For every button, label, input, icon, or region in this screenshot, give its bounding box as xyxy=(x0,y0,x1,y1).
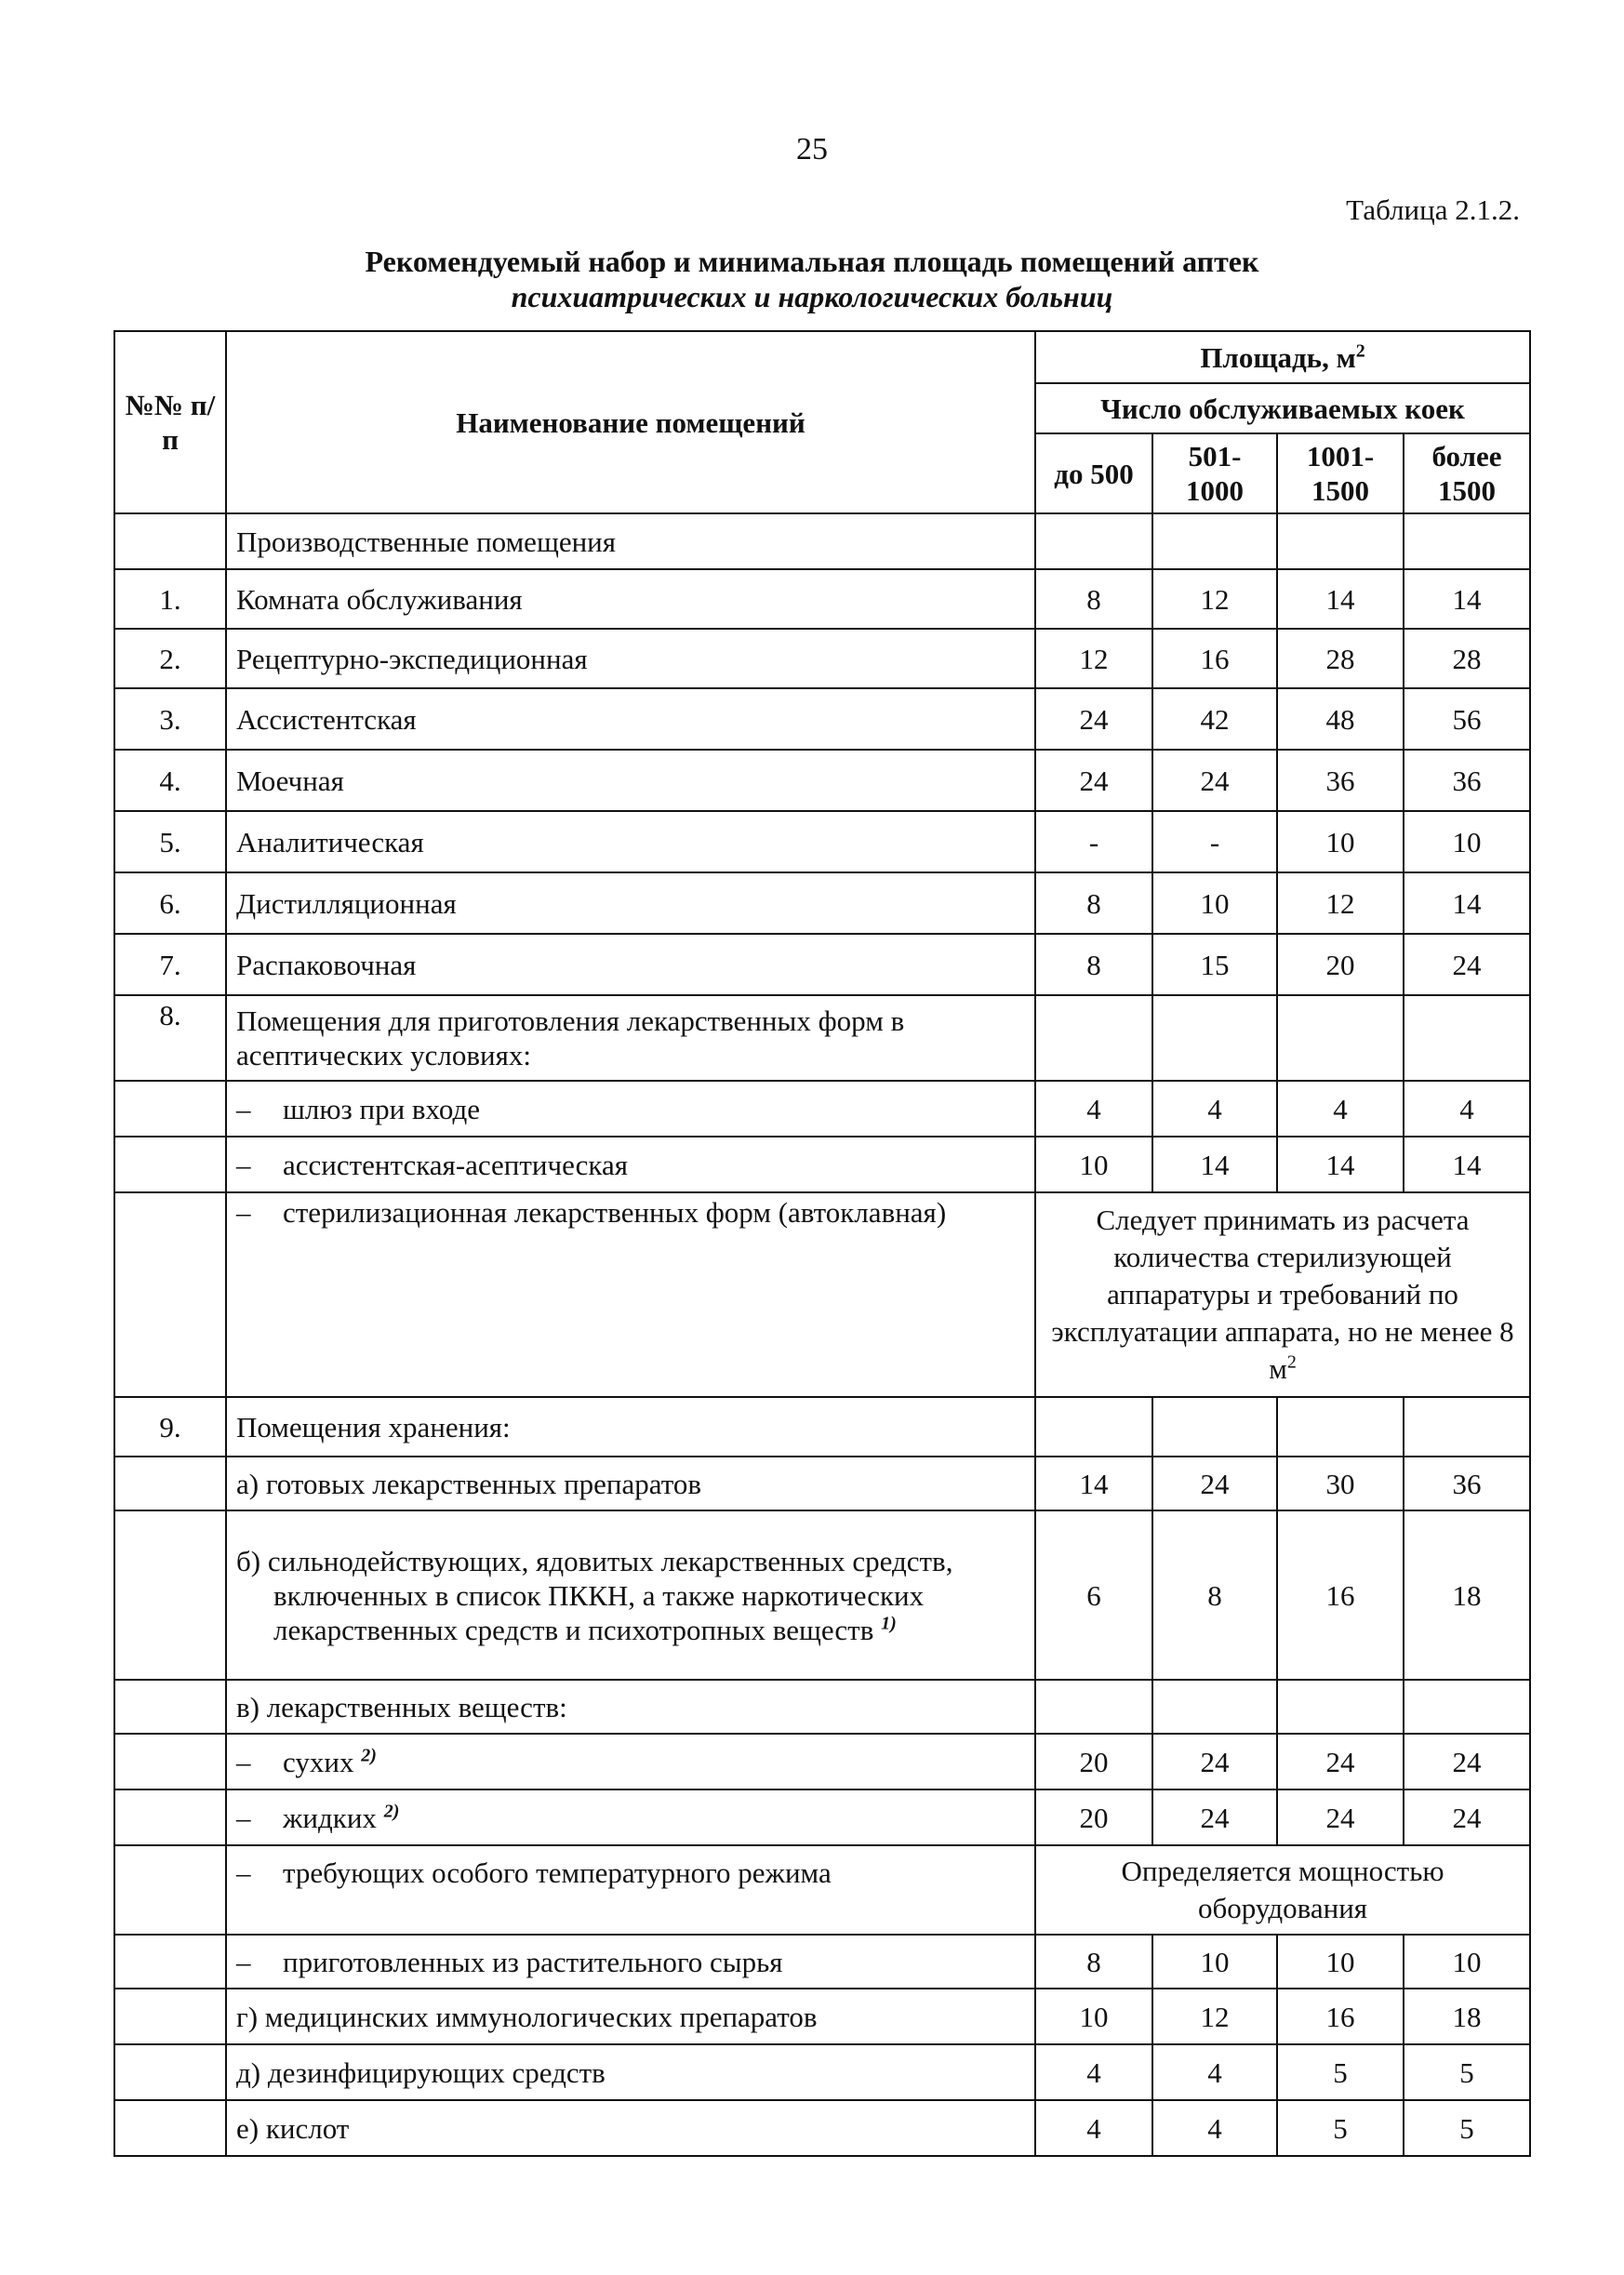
row-value: 10 xyxy=(1277,1935,1404,1989)
row-value: - xyxy=(1152,811,1277,872)
table-row xyxy=(114,934,1530,995)
row-value: 8 xyxy=(1035,872,1152,934)
row-value: 36 xyxy=(1404,750,1530,811)
row-value: 20 xyxy=(1277,934,1404,995)
row-value: 24 xyxy=(1035,688,1152,750)
table-row xyxy=(114,1457,1530,1510)
row-value: 20 xyxy=(1035,1734,1152,1789)
row-name: – стерилизационная лекарственных форм (автоклавная) xyxy=(226,1192,1035,1397)
table-title xyxy=(0,244,1624,314)
row-value: 4 xyxy=(1035,1081,1152,1137)
row-num: 6. xyxy=(114,872,226,934)
rooms-table xyxy=(113,330,1531,2157)
row-value: 24 xyxy=(1404,934,1530,995)
row-value: 24 xyxy=(1152,1457,1277,1510)
table-label: Таблица 2.1.2. xyxy=(1346,193,1520,226)
row-value: 14 xyxy=(1277,1137,1404,1192)
row-num: 2. xyxy=(114,629,226,688)
row-value: 24 xyxy=(1152,1789,1277,1845)
row-value: 56 xyxy=(1404,688,1530,750)
row-name: д) дезинфицирующих средств xyxy=(226,2044,1035,2100)
row-num: 1. xyxy=(114,569,226,629)
header-row-1 xyxy=(114,331,1530,383)
row-name: – ассистентская-асептическая xyxy=(226,1137,1035,1192)
row-value: 8 xyxy=(1035,934,1152,995)
row-name: Дистилляционная xyxy=(226,872,1035,934)
title-line-1: Рекомендуемый набор и минимальная площадь помещений аптек xyxy=(365,245,1259,278)
row-name: Моечная xyxy=(226,750,1035,811)
header-beds: Число обслуживаемых коек xyxy=(1035,383,1530,433)
row-value: 28 xyxy=(1277,629,1404,688)
row-value: 4 xyxy=(1152,2100,1277,2156)
row-value: 5 xyxy=(1404,2044,1530,2100)
row-value: 18 xyxy=(1404,1510,1530,1680)
row-value: 8 xyxy=(1035,569,1152,629)
row-name: Комната обслуживания xyxy=(226,569,1035,629)
table-row xyxy=(114,1192,1530,1397)
row-value: 24 xyxy=(1035,750,1152,811)
row-value: 4 xyxy=(1152,1081,1277,1137)
thermo-note: Определяется мощностью оборудования xyxy=(1035,1845,1530,1935)
row-name: – приготовленных из растительного сырья xyxy=(226,1935,1035,1989)
row-value: 10 xyxy=(1152,872,1277,934)
row-value: 4 xyxy=(1277,1081,1404,1137)
row-name: – сухих $^{2)}$ xyxy=(226,1734,1035,1789)
row-name: Аналитическая xyxy=(226,811,1035,872)
table-row xyxy=(114,629,1530,688)
row-name: а) готовых лекарственных препаратов xyxy=(226,1457,1035,1510)
row-name: – шлюз при входе xyxy=(226,1081,1035,1137)
table-row xyxy=(114,1845,1530,1935)
title-line-2: психиатрических и наркологических больниц xyxy=(511,280,1113,313)
row-num: 4. xyxy=(114,750,226,811)
row-name: Рецептурно-экспедиционная xyxy=(226,629,1035,688)
row-value: 10 xyxy=(1404,1935,1530,1989)
header-col-4: более 1500 xyxy=(1404,433,1530,513)
section-row xyxy=(114,513,1530,569)
row-name: в) лекарственных веществ: xyxy=(226,1680,1035,1734)
row-name: Ассистентская xyxy=(226,688,1035,750)
row-value: 24 xyxy=(1404,1789,1530,1845)
table-row xyxy=(114,2044,1530,2100)
row-value: 10 xyxy=(1404,811,1530,872)
row-name: Помещения для приготовления лекарственных форм в асептических условиях: xyxy=(226,995,1035,1081)
row-value: 4 xyxy=(1035,2100,1152,2156)
row-value: 24 xyxy=(1152,750,1277,811)
row-value: 6 xyxy=(1035,1510,1152,1680)
sterile-note: Следует принимать из расчета количества стерилизующей аппаратуры и требований по эксплуатации аппарата, но не менее 8 $м^2$ xyxy=(1035,1192,1530,1397)
row-value: 5 xyxy=(1277,2044,1404,2100)
header-col-2: 501- 1000 xyxy=(1152,433,1277,513)
header-num: №№ п/п xyxy=(114,331,226,513)
row-num: 5. xyxy=(114,811,226,872)
row-num: 8. xyxy=(114,995,226,1081)
row-num: 3. xyxy=(114,688,226,750)
row-num: 9. xyxy=(114,1397,226,1457)
row-value: 12 xyxy=(1152,1989,1277,2044)
table-row xyxy=(114,1734,1530,1789)
row-name: б) сильнодействующих, ядовитых лекарственных средств, включенных в список ПККН, а также наркотических лекарственных средств и психотропных веществ $^{1)}$ xyxy=(226,1510,1035,1680)
table-row xyxy=(114,1137,1530,1192)
header-col-3: 1001- 1500 xyxy=(1277,433,1404,513)
row-value: 5 xyxy=(1404,2100,1530,2156)
row-value: 15 xyxy=(1152,934,1277,995)
row-name: г) медицинских иммунологических препаратов xyxy=(226,1989,1035,2044)
row-value: 14 xyxy=(1404,569,1530,629)
row-value: 36 xyxy=(1404,1457,1530,1510)
row-value: 8 xyxy=(1152,1510,1277,1680)
row-value: 12 xyxy=(1035,629,1152,688)
row-name: – жидких $^{2)}$ xyxy=(226,1789,1035,1845)
row-value: 14 xyxy=(1152,1137,1277,1192)
row-value: 24 xyxy=(1404,1734,1530,1789)
table-row xyxy=(114,2100,1530,2156)
row-name: е) кислот xyxy=(226,2100,1035,2156)
table-row xyxy=(114,995,1530,1081)
row-value: 24 xyxy=(1152,1734,1277,1789)
row-value: 5 xyxy=(1277,2100,1404,2156)
table-row xyxy=(114,1510,1530,1680)
row-value: 14 xyxy=(1404,1137,1530,1192)
table-row xyxy=(114,1397,1530,1457)
row-name: Помещения хранения: xyxy=(226,1397,1035,1457)
row-value: 10 xyxy=(1277,811,1404,872)
row-value: 20 xyxy=(1035,1789,1152,1845)
row-name: – требующих особого температурного режима xyxy=(226,1845,1035,1935)
table-row xyxy=(114,872,1530,934)
row-value: 30 xyxy=(1277,1457,1404,1510)
row-value: 10 xyxy=(1035,1989,1152,2044)
row-value: 16 xyxy=(1152,629,1277,688)
row-value: 4 xyxy=(1152,2044,1277,2100)
row-value: 18 xyxy=(1404,1989,1530,2044)
row-value: 16 xyxy=(1277,1989,1404,2044)
row-value: 48 xyxy=(1277,688,1404,750)
table-row xyxy=(114,688,1530,750)
table-row xyxy=(114,1081,1530,1137)
table-row xyxy=(114,1989,1530,2044)
row-value: 8 xyxy=(1035,1935,1152,1989)
row-value: 10 xyxy=(1035,1137,1152,1192)
row-value: - xyxy=(1035,811,1152,872)
row-value: 24 xyxy=(1277,1789,1404,1845)
row-value: 14 xyxy=(1404,872,1530,934)
row-value: 4 xyxy=(1035,2044,1152,2100)
header-area: Площадь, $м^2$ xyxy=(1035,331,1530,383)
page-number: 25 xyxy=(796,132,828,166)
row-num: 7. xyxy=(114,934,226,995)
table-row xyxy=(114,750,1530,811)
row-value: 36 xyxy=(1277,750,1404,811)
row-value: 16 xyxy=(1277,1510,1404,1680)
row-value: 12 xyxy=(1152,569,1277,629)
table-row xyxy=(114,569,1530,629)
row-value: 4 xyxy=(1404,1081,1530,1137)
table-row xyxy=(114,811,1530,872)
row-value: 12 xyxy=(1277,872,1404,934)
table-row xyxy=(114,1789,1530,1845)
row-value: 10 xyxy=(1152,1935,1277,1989)
table-row xyxy=(114,1680,1530,1734)
row-value: 24 xyxy=(1277,1734,1404,1789)
row-value: 28 xyxy=(1404,629,1530,688)
header-name: Наименование помещений xyxy=(226,331,1035,513)
row-value: 14 xyxy=(1277,569,1404,629)
header-col-1: до 500 xyxy=(1035,433,1152,513)
table-row xyxy=(114,1935,1530,1989)
row-value: 42 xyxy=(1152,688,1277,750)
row-value: 14 xyxy=(1035,1457,1152,1510)
section-production: Производственные помещения xyxy=(226,513,1035,569)
row-name: Распаковочная xyxy=(226,934,1035,995)
